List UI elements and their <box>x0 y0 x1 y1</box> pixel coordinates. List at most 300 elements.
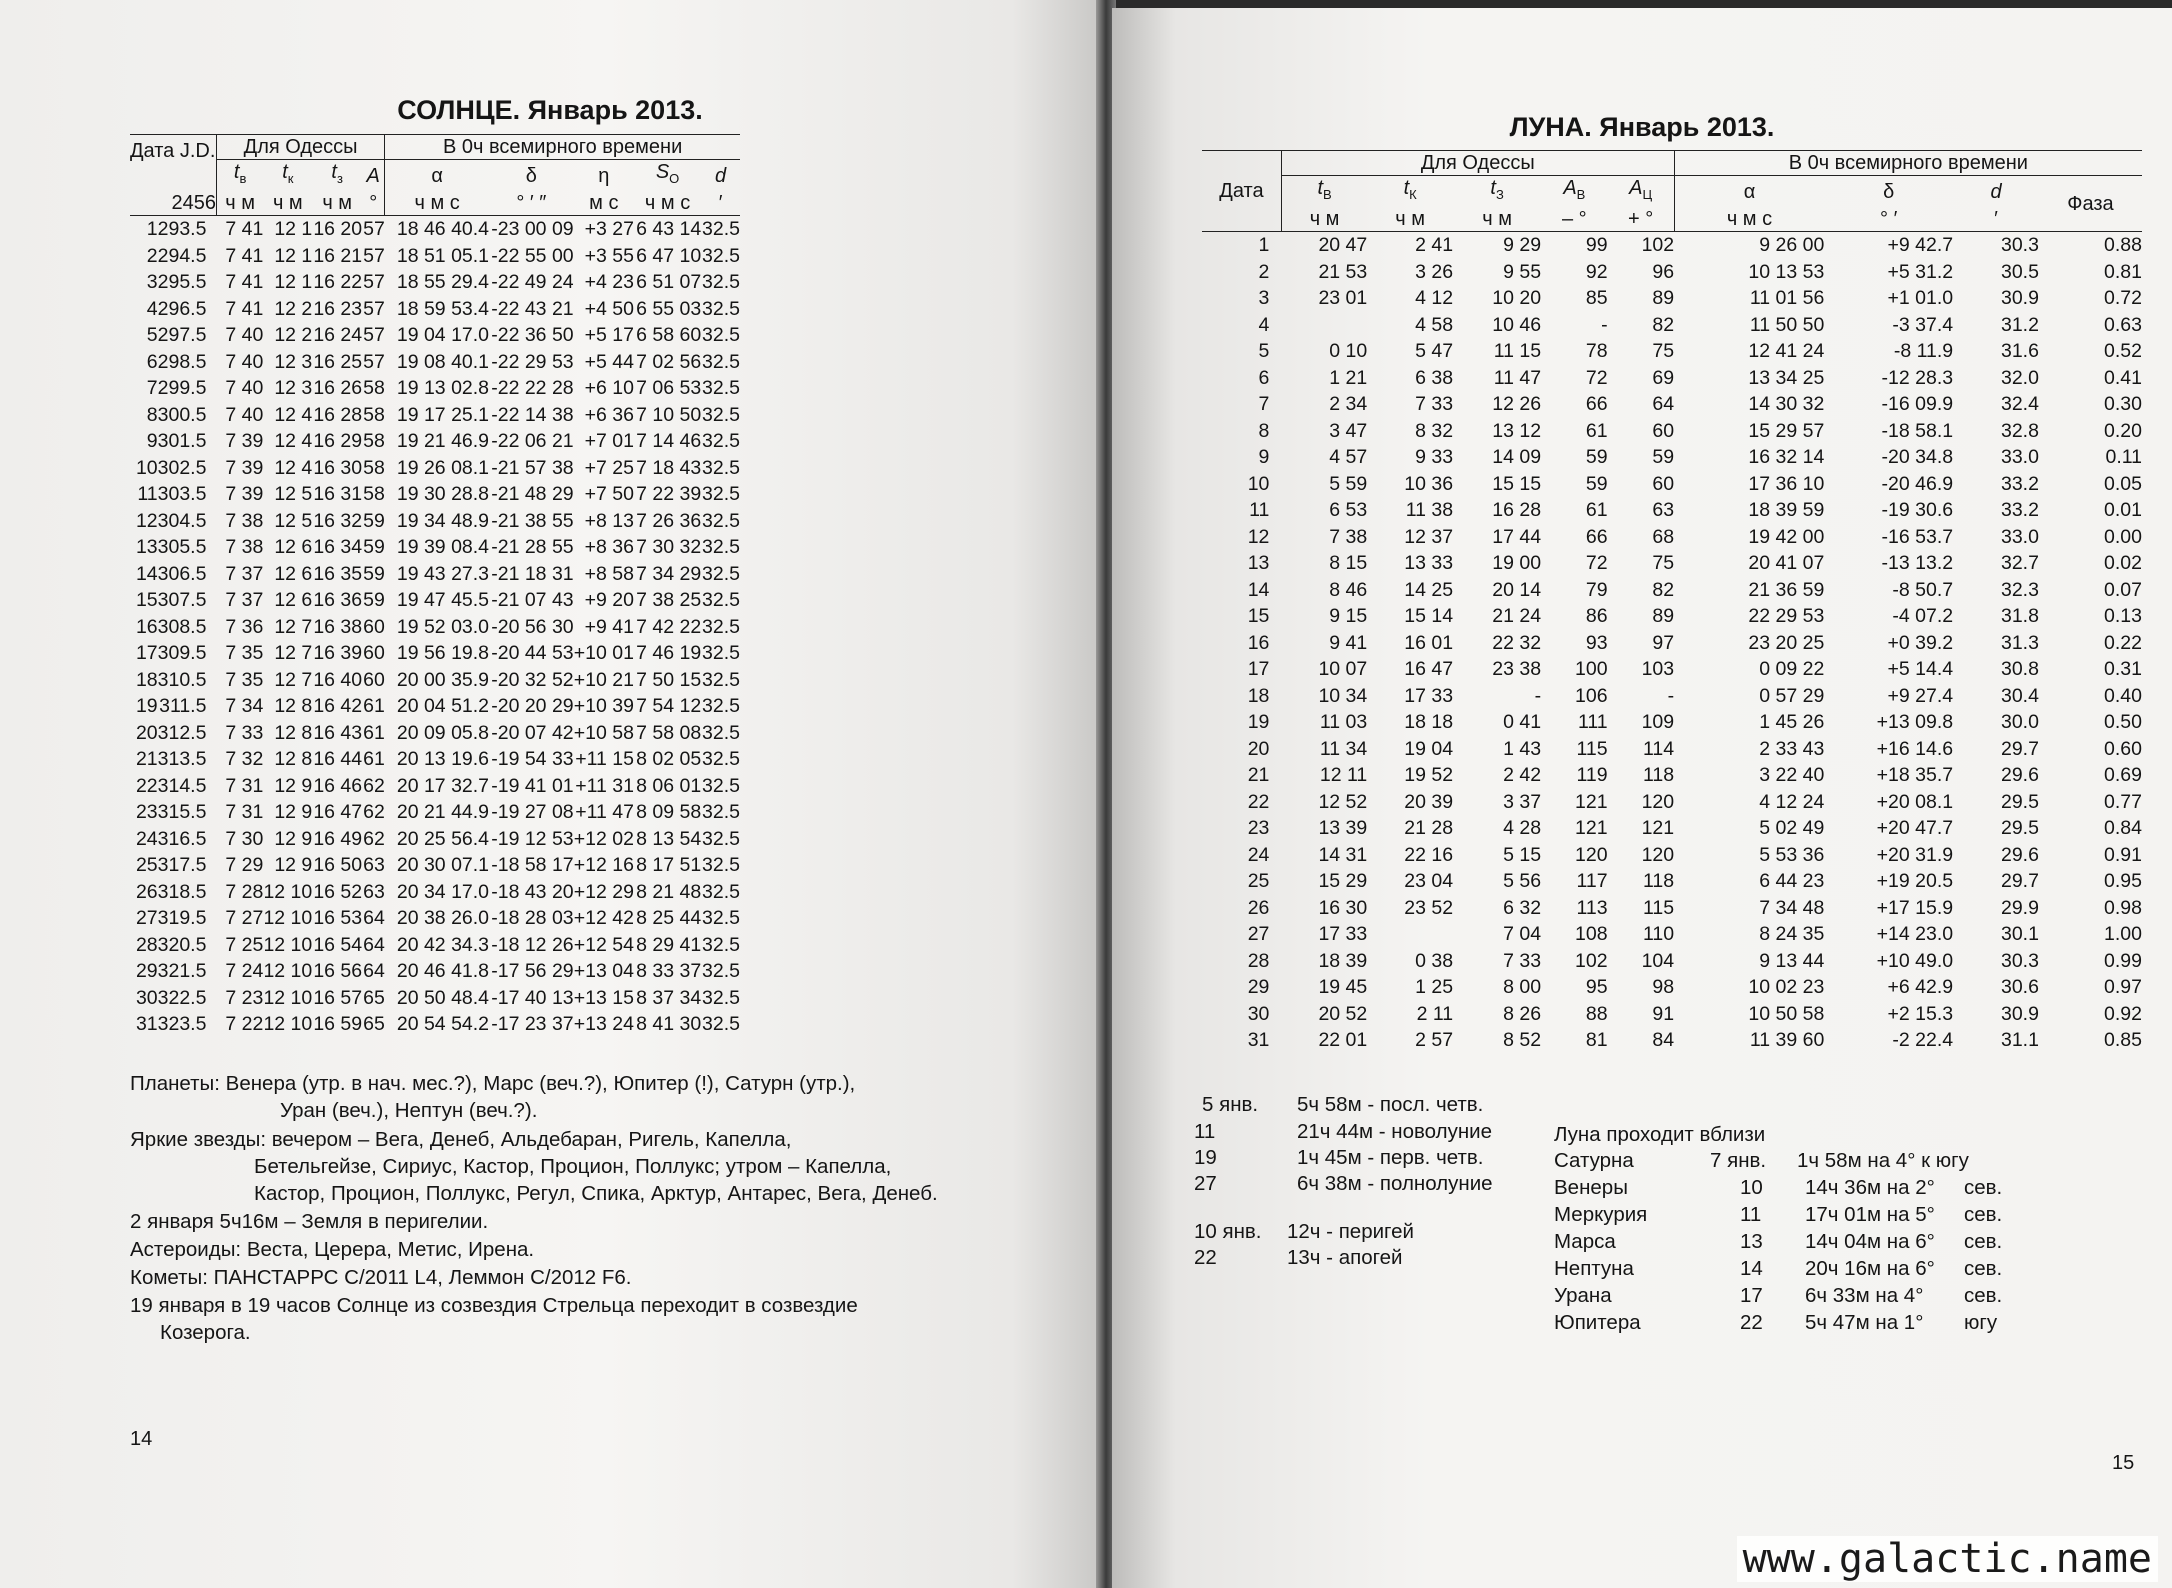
moon-cell-diameter: 29.6 <box>2000 843 2039 866</box>
moon-cell-day: 11 <box>1249 499 1270 521</box>
moon-cell-rise: 4 57 <box>1329 446 1368 468</box>
moon-cell-day: 20 <box>1247 737 1270 760</box>
moon-cell-day: 24 <box>1247 843 1270 866</box>
sun-table-row <box>130 693 740 720</box>
sun-cell-jd: 308.5 <box>157 615 207 638</box>
moon-near-direction: сев. <box>1964 1203 2003 1226</box>
sun-cell-tk: 12 9 <box>274 774 313 797</box>
sun-cell-eta: +8 36 <box>584 536 634 558</box>
moon-near-planet: Марса <box>1554 1230 1616 1253</box>
sun-cell-jd: 322.5 <box>157 986 207 1009</box>
moon-cell-dec: +1 01.0 <box>1887 287 1954 309</box>
moon-cell-culmination: 3 26 <box>1415 260 1454 283</box>
moon-cell-day: 4 <box>1258 313 1270 336</box>
sun-cell-eta: +13 04 <box>573 960 634 982</box>
moon-cell-rise: 14 31 <box>1318 843 1368 866</box>
sun-cell-dec: -22 43 21 <box>491 297 574 320</box>
sun-table-row <box>130 428 740 455</box>
moon-table-row <box>1202 921 2142 948</box>
moon-near-direction: югу <box>1964 1311 1998 1334</box>
sun-cell-tv: 7 29 <box>225 854 264 876</box>
sun-cell-diameter: 32.5 <box>702 907 740 929</box>
moon-cell-ra: 21 36 59 <box>1748 578 1825 601</box>
moon-cell-day: 31 <box>1247 1029 1270 1051</box>
moon-cell-culmination: 10 36 <box>1404 472 1454 495</box>
moon-near-time: 14ч 04м на 6° <box>1805 1230 1935 1253</box>
moon-cell-culmination: 13 33 <box>1404 552 1454 574</box>
sun-cell-ra: 19 56 19.8 <box>396 642 490 664</box>
sun-cell-ra: 19 21 46.9 <box>396 430 490 452</box>
sun-cell-jd: 310.5 <box>157 668 207 691</box>
sun-cell-ra: 19 17 25.1 <box>396 403 490 426</box>
sun-cell-tk: 12 9 <box>274 801 313 823</box>
moon-cell-dec: +14 23.0 <box>1876 923 1954 945</box>
moon-cell-ra: 19 42 00 <box>1748 525 1825 548</box>
sun-cell-sidereal: 8 13 54 <box>636 827 702 850</box>
sun-cell-day: 17 <box>135 642 158 664</box>
sun-cell-diameter: 32.5 <box>702 721 740 744</box>
sun-cell-dec: -19 12 53 <box>491 827 574 850</box>
moon-cell-ra: 16 32 14 <box>1748 446 1825 468</box>
sun-cell-jd: 305.5 <box>157 536 207 558</box>
sun-cell-tv: 7 41 <box>225 297 264 320</box>
moon-near-date: 17 <box>1740 1284 1763 1307</box>
moon-cell-azimuth-set: 109 <box>1641 711 1675 733</box>
sun-cell-tv: 7 34 <box>225 695 264 717</box>
sun-cell-tk: 12 3 <box>274 377 313 399</box>
sun-cell-eta: +12 54 <box>573 933 634 956</box>
sun-cell-eta: +8 58 <box>584 562 634 585</box>
sun-cell-azimuth: 58 <box>363 430 385 452</box>
moon-cell-azimuth-set: 120 <box>1641 790 1675 813</box>
sun-table-row <box>130 349 740 376</box>
moon-cell-phase: 0.00 <box>2104 525 2142 548</box>
sun-cell-dec: -21 57 38 <box>491 456 574 479</box>
sun-cell-tv: 7 22 <box>225 1013 264 1035</box>
moon-cell-azimuth-set: 63 <box>1652 499 1675 521</box>
moon-cell-culmination: 11 38 <box>1405 499 1454 521</box>
moon-cell-dec: +5 14.4 <box>1887 658 1954 680</box>
sun-cell-eta: +13 15 <box>573 986 634 1009</box>
moon-cell-set: 17 44 <box>1492 525 1542 548</box>
moon-date-label: Дата <box>1219 180 1264 202</box>
sun-jd-base: 2456 <box>171 192 216 214</box>
sun-cell-eta: +8 13 <box>584 509 634 532</box>
sun-col-tz: $t_з$ <box>331 161 343 186</box>
moon-table-row <box>1202 312 2142 339</box>
sun-cell-azimuth: 60 <box>363 615 385 638</box>
moon-cell-azimuth-rise: 93 <box>1585 631 1608 654</box>
sun-cell-azimuth: 63 <box>363 880 385 903</box>
sun-cell-tz: 16 36 <box>313 589 363 611</box>
moon-cell-ra: 10 13 53 <box>1748 260 1825 283</box>
moon-table-row <box>1202 444 2142 471</box>
sun-note-line: Астероиды: Веста, Церера, Метис, Ирена. <box>130 1238 535 1261</box>
moon-cell-diameter: 32.3 <box>2000 578 2039 601</box>
sun-note-line: Уран (веч.), Нептун (веч.?). <box>280 1099 538 1122</box>
sun-cell-eta: +12 16 <box>573 854 634 876</box>
sun-cell-tk: 12 10 <box>263 933 313 956</box>
moon-table-row <box>1202 497 2142 524</box>
moon-near-time: 14ч 36м на 2° <box>1805 1176 1935 1199</box>
sun-cell-azimuth: 57 <box>363 350 385 373</box>
moon-near-direction: сев. <box>1964 1257 2003 1280</box>
moon-cell-azimuth-set: 104 <box>1641 949 1675 972</box>
sun-cell-day: 20 <box>135 721 158 744</box>
moon-cell-phase: 0.91 <box>2104 843 2142 866</box>
sun-cell-dec: -19 27 08 <box>491 801 574 823</box>
sun-cell-eta: +6 36 <box>584 403 634 426</box>
sun-cell-tk: 12 9 <box>274 827 313 850</box>
sun-cell-diameter: 32.5 <box>702 642 740 664</box>
sun-cell-tz: 16 23 <box>313 297 363 320</box>
sun-unit-tv: ч м <box>216 191 263 216</box>
sun-cell-diameter: 32.5 <box>702 271 740 293</box>
sun-cell-azimuth: 59 <box>363 589 385 611</box>
sun-cell-sidereal: 8 09 58 <box>636 801 702 823</box>
sun-cell-tk: 12 4 <box>274 430 313 452</box>
sun-col-alpha: α <box>385 160 489 192</box>
moon-table-row <box>1202 471 2142 498</box>
sun-cell-ra: 20 50 48.4 <box>396 986 490 1009</box>
moon-col-tz: $t_З$ <box>1490 177 1504 202</box>
moon-cell-dec: +16 14.6 <box>1876 737 1954 760</box>
sun-cell-sidereal: 8 33 37 <box>636 960 702 982</box>
moon-table-row <box>1202 709 2142 736</box>
moon-cell-culmination: 21 28 <box>1404 817 1454 839</box>
moon-cell-phase: 0.30 <box>2104 393 2142 415</box>
moon-cell-culmination: 15 14 <box>1404 605 1454 627</box>
moon-cell-dec: +0 39.2 <box>1887 631 1954 654</box>
moon-cell-phase: 0.95 <box>2104 870 2142 892</box>
moon-cell-azimuth-rise: 119 <box>1576 764 1608 786</box>
sun-cell-tz: 16 24 <box>313 324 363 346</box>
sun-cell-eta: +11 15 <box>575 748 634 770</box>
sun-cell-dec: -18 58 17 <box>491 854 574 876</box>
moon-cell-rise: 17 33 <box>1318 923 1368 945</box>
moon-cell-dec: +17 15.9 <box>1876 896 1954 919</box>
moon-table-row <box>1202 603 2142 630</box>
sun-cell-sidereal: 7 26 36 <box>636 509 702 532</box>
sun-table-title: СОЛНЦЕ. Январь 2013. <box>397 95 703 125</box>
sun-cell-day: 23 <box>135 801 158 823</box>
moon-table-row <box>1202 285 2142 312</box>
moon-cell-azimuth-set: 98 <box>1652 976 1675 998</box>
sun-cell-tk: 12 8 <box>274 695 313 717</box>
moon-cell-dec: -16 09.9 <box>1881 393 1954 415</box>
right-page <box>1112 8 2172 1588</box>
sun-cell-dec: -21 18 31 <box>491 562 574 585</box>
sun-cell-jd: 304.5 <box>157 509 207 532</box>
sun-cell-tv: 7 39 <box>225 456 264 479</box>
sun-table-row <box>130 932 740 959</box>
sun-cell-jd: 302.5 <box>157 456 207 479</box>
moon-cell-culmination: 22 16 <box>1404 843 1454 866</box>
moon-cell-diameter: 32.8 <box>2000 419 2039 442</box>
moon-cell-diameter: 33.2 <box>2000 472 2039 495</box>
sun-cell-tv: 7 31 <box>225 801 264 823</box>
sun-cell-azimuth: 62 <box>363 801 385 823</box>
sun-cell-tz: 16 35 <box>313 562 363 585</box>
sun-cell-tk: 12 9 <box>274 854 313 876</box>
moon-cell-day: 3 <box>1258 287 1270 309</box>
sun-cell-day: 9 <box>146 430 158 452</box>
moon-cell-dec: +9 42.7 <box>1887 234 1954 256</box>
moon-cell-azimuth-set: 84 <box>1652 1029 1675 1051</box>
moon-cell-dec: +13 09.8 <box>1876 711 1954 733</box>
sun-cell-eta: +4 23 <box>584 271 634 293</box>
moon-cell-azimuth-rise: 100 <box>1575 658 1608 680</box>
sun-cell-jd: 303.5 <box>157 483 207 505</box>
sun-cell-tk: 12 7 <box>274 615 313 638</box>
moon-cell-day: 27 <box>1247 923 1270 945</box>
sun-cell-day: 10 <box>135 456 158 479</box>
moon-cell-azimuth-rise: 59 <box>1585 472 1608 495</box>
moon-table-row <box>1202 232 2142 259</box>
moon-cell-ra: 18 39 59 <box>1748 499 1825 521</box>
sun-cell-azimuth: 61 <box>363 695 385 717</box>
moon-cell-phase: 0.92 <box>2104 1002 2142 1025</box>
sun-cell-dec: -21 48 29 <box>491 483 574 505</box>
sun-cell-azimuth: 59 <box>363 536 385 558</box>
moon-cell-culmination: 18 18 <box>1404 711 1454 733</box>
sun-cell-tk: 12 7 <box>274 668 313 691</box>
sun-cell-jd: 298.5 <box>157 350 207 373</box>
moon-cell-ra: 3 22 40 <box>1759 764 1825 786</box>
moon-cell-ra: 11 50 50 <box>1749 313 1825 336</box>
sun-table-row <box>130 826 740 853</box>
moon-cell-day: 22 <box>1247 790 1270 813</box>
sun-unit-so: ч м с <box>644 192 691 214</box>
sun-table-row <box>130 985 740 1012</box>
sun-cell-dec: -21 28 55 <box>491 536 574 558</box>
moon-cell-dec: +20 08.1 <box>1876 790 1954 813</box>
sun-table-row <box>130 852 740 879</box>
moon-apsis-event: 13ч - апогей <box>1287 1246 1403 1269</box>
moon-cell-day: 6 <box>1258 366 1270 389</box>
sun-note-line: Яркие звезды: вечером – Вега, Денеб, Альдебаран, Ригель, Капелла, <box>130 1128 792 1151</box>
sun-cell-tv: 7 35 <box>225 668 264 691</box>
sun-table-row <box>130 1011 740 1038</box>
sun-cell-dec: -22 22 28 <box>491 377 574 399</box>
moon-cell-azimuth-rise: 85 <box>1585 287 1608 309</box>
sun-cell-tk: 12 5 <box>274 509 313 532</box>
moon-near-direction: сев. <box>1964 1176 2003 1199</box>
sun-cell-jd: 315.5 <box>157 801 207 823</box>
moon-cell-set: 12 26 <box>1492 393 1542 415</box>
moon-near-title: Луна проходит вблизи <box>1554 1123 1766 1146</box>
moon-near-direction: сев. <box>1964 1230 2003 1253</box>
sun-cell-azimuth: 58 <box>363 377 385 399</box>
moon-cell-set: 19 00 <box>1492 552 1542 574</box>
moon-cell-diameter: 29.7 <box>2000 870 2039 892</box>
moon-phase-event: 1ч 45м - перв. четв. <box>1297 1146 1484 1169</box>
sun-cell-sidereal: 7 22 39 <box>636 483 702 505</box>
moon-cell-azimuth-set: 89 <box>1652 287 1675 309</box>
sun-cell-day: 28 <box>135 933 158 956</box>
moon-table-row <box>1202 418 2142 445</box>
moon-cell-diameter: 33.0 <box>2000 446 2039 468</box>
moon-cell-dec: -3 37.4 <box>1892 313 1954 336</box>
sun-cell-tv: 7 37 <box>225 589 264 611</box>
sun-cell-diameter: 32.5 <box>702 430 740 452</box>
moon-cell-set: 11 15 <box>1493 340 1542 362</box>
moon-cell-diameter: 31.2 <box>2000 313 2039 336</box>
moon-cell-rise: 16 30 <box>1318 896 1368 919</box>
moon-cell-dec: -8 11.9 <box>1893 340 1954 362</box>
sun-cell-diameter: 32.5 <box>702 1013 740 1035</box>
sun-cell-tk: 12 4 <box>274 456 313 479</box>
sun-cell-eta: +4 50 <box>584 297 634 320</box>
sun-cell-tz: 16 39 <box>313 642 363 664</box>
sun-cell-eta: +7 25 <box>584 456 634 479</box>
sun-cell-sidereal: 7 50 15 <box>636 668 702 691</box>
moon-cell-diameter: 31.8 <box>2000 605 2039 627</box>
moon-phase-date: 19 <box>1194 1146 1217 1169</box>
sun-cell-sidereal: 8 21 48 <box>636 880 702 903</box>
sun-cell-jd: 312.5 <box>157 721 207 744</box>
sun-cell-jd: 309.5 <box>157 642 207 664</box>
sun-cell-azimuth: 59 <box>363 562 385 585</box>
sun-cell-tv: 7 35 <box>225 642 264 664</box>
sun-cell-day: 13 <box>135 536 158 558</box>
moon-cell-rise: 12 11 <box>1319 764 1368 786</box>
sun-cell-sidereal: 7 42 22 <box>636 615 702 638</box>
sun-cell-dec: -17 56 29 <box>491 960 574 982</box>
moon-cell-diameter: 30.5 <box>2000 260 2039 283</box>
sun-cell-eta: +7 50 <box>584 483 634 505</box>
sun-cell-ra: 20 09 05.8 <box>396 721 490 744</box>
moon-cell-azimuth-set: 96 <box>1652 260 1675 283</box>
sun-cell-dec: -17 23 37 <box>491 1013 574 1035</box>
sun-cell-day: 27 <box>135 907 158 929</box>
sun-cell-tz: 16 57 <box>313 986 363 1009</box>
sun-cell-tv: 7 38 <box>225 536 264 558</box>
sun-cell-jd: 323.5 <box>157 1013 207 1035</box>
sun-cell-diameter: 32.5 <box>702 218 740 240</box>
sun-cell-day: 11 <box>137 483 158 505</box>
sun-cell-diameter: 32.5 <box>702 403 740 426</box>
sun-cell-tz: 16 46 <box>313 774 363 797</box>
sun-cell-day: 15 <box>135 589 158 611</box>
moon-table-row <box>1202 683 2142 710</box>
moon-unit-av: – ° <box>1561 208 1587 230</box>
moon-cell-culmination: 2 11 <box>1416 1002 1454 1025</box>
sun-cell-ra: 19 34 48.9 <box>396 509 490 532</box>
sun-cell-tk: 12 8 <box>274 721 313 744</box>
sun-cell-diameter: 32.5 <box>702 589 740 611</box>
sun-cell-tk: 12 1 <box>274 218 313 240</box>
moon-cell-day: 10 <box>1247 472 1270 495</box>
moon-near-time: 5ч 47м на 1° <box>1805 1311 1924 1334</box>
moon-table-row <box>1202 391 2142 418</box>
sun-ephemeris-table <box>130 134 740 1038</box>
moon-cell-azimuth-rise: - <box>1601 313 1608 336</box>
moon-cell-day: 21 <box>1247 764 1270 786</box>
sun-cell-tv: 7 40 <box>225 350 264 373</box>
moon-cell-dec: +10 49.0 <box>1876 949 1954 972</box>
sun-cell-tv: 7 37 <box>225 562 264 585</box>
moon-cell-diameter: 30.6 <box>2000 976 2039 998</box>
sun-cell-day: 8 <box>146 403 158 426</box>
moon-table-row <box>1202 815 2142 842</box>
moon-cell-phase: 0.41 <box>2104 366 2142 389</box>
sun-cell-diameter: 32.5 <box>702 854 740 876</box>
sun-cell-jd: 306.5 <box>157 562 207 585</box>
sun-cell-tv: 7 28 <box>225 880 264 903</box>
moon-cell-azimuth-rise: 61 <box>1585 499 1608 521</box>
moon-cell-azimuth-rise: 121 <box>1575 817 1608 839</box>
moon-cell-day: 17 <box>1247 658 1270 680</box>
moon-cell-culmination: 5 47 <box>1415 340 1454 362</box>
moon-cell-diameter: 32.7 <box>2000 552 2039 574</box>
moon-cell-azimuth-rise: 86 <box>1585 605 1608 627</box>
sun-cell-ra: 20 30 07.1 <box>396 854 490 876</box>
moon-cell-dec: +2 15.3 <box>1887 1002 1954 1025</box>
moon-cell-diameter: 29.5 <box>2000 817 2039 839</box>
sun-cell-eta: +5 17 <box>584 324 634 346</box>
moon-cell-set: 1 43 <box>1503 737 1542 760</box>
sun-cell-diameter: 32.5 <box>702 960 740 982</box>
moon-cell-diameter: 30.3 <box>2000 949 2039 972</box>
sun-cell-jd: 300.5 <box>157 403 207 426</box>
sun-cell-tz: 16 31 <box>313 483 363 505</box>
moon-cell-rise: 23 01 <box>1318 287 1368 309</box>
moon-near-time: 17ч 01м на 5° <box>1805 1203 1935 1226</box>
sun-cell-tk: 12 8 <box>274 748 313 770</box>
moon-cell-set: 5 15 <box>1503 843 1542 866</box>
moon-cell-diameter: 30.1 <box>2000 923 2039 945</box>
moon-cell-culmination: 4 58 <box>1415 313 1454 336</box>
moon-near-date: 7 янв. <box>1710 1149 1767 1172</box>
moon-cell-set: 21 24 <box>1492 605 1542 627</box>
page-number-right: 15 <box>2112 1452 2135 1474</box>
moon-cell-culmination: 7 33 <box>1415 393 1454 415</box>
moon-phase-date: 11 <box>1194 1120 1216 1143</box>
sun-col-delta: δ <box>525 164 537 187</box>
sun-cell-ra: 20 42 34.3 <box>396 933 490 956</box>
sun-col-a: A <box>366 164 380 187</box>
sun-cell-sidereal: 7 10 50 <box>636 403 702 426</box>
moon-cell-ra: 11 39 60 <box>1749 1029 1825 1051</box>
moon-cell-ra: 13 34 25 <box>1748 366 1825 389</box>
moon-cell-ra: 8 24 35 <box>1759 923 1825 945</box>
moon-cell-azimuth-rise: 59 <box>1585 446 1608 468</box>
moon-cell-day: 13 <box>1247 552 1270 574</box>
sun-table-row <box>130 243 740 270</box>
sun-cell-dec: -19 41 01 <box>491 774 574 797</box>
moon-cell-diameter: 29.6 <box>2000 764 2039 786</box>
sun-cell-dec: -21 07 43 <box>491 589 574 611</box>
sun-cell-dec: -20 44 53 <box>491 642 574 664</box>
moon-cell-rise: 10 34 <box>1318 684 1368 707</box>
moon-cell-set: 6 32 <box>1503 896 1542 919</box>
sun-cell-dec: -18 12 26 <box>491 933 574 956</box>
moon-unit-d: ′ <box>1994 208 1998 230</box>
sun-date-label: Дата J.D. <box>130 140 216 162</box>
moon-cell-diameter: 31.3 <box>2000 631 2039 654</box>
sun-cell-tk: 12 10 <box>263 960 313 982</box>
moon-cell-phase: 0.97 <box>2104 976 2142 998</box>
moon-cell-culmination: 4 12 <box>1415 287 1454 309</box>
sun-cell-tz: 16 20 <box>313 218 363 240</box>
sun-table-row <box>130 905 740 932</box>
moon-cell-diameter: 29.9 <box>2000 896 2039 919</box>
moon-cell-diameter: 30.8 <box>2000 658 2039 680</box>
sun-cell-sidereal: 7 02 56 <box>636 350 702 373</box>
sun-table-row <box>130 508 740 535</box>
sun-cell-diameter: 32.5 <box>702 483 740 505</box>
